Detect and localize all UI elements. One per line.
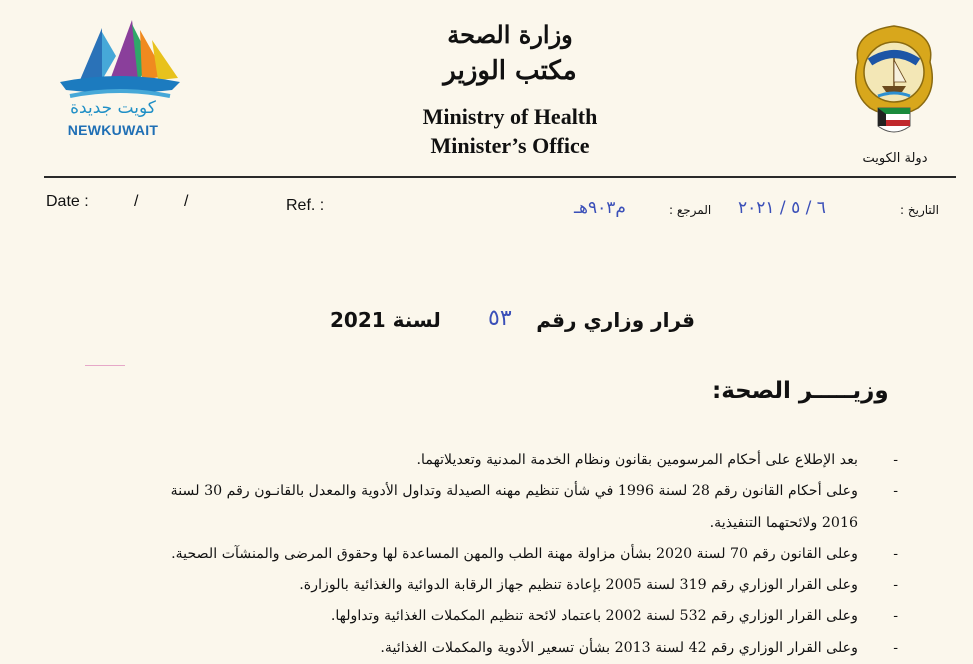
decision-title xyxy=(330,308,695,342)
kuwait-emblem-icon xyxy=(848,22,940,152)
decorative-mark xyxy=(85,365,125,366)
arabic-date-label: التاريخ : xyxy=(900,203,940,217)
clause-item: - بعد الإطلاع على أحكام المرسومين بقانون ونظام الخدمة المدنية وتعديلاتهما. xyxy=(416,452,898,468)
clause-text: بعد الإطلاع على أحكام المرسومين بقانون ونظام الخدمة المدنية وتعديلاتهما. xyxy=(416,452,858,468)
clause-list xyxy=(140,445,898,664)
clause-text: وعلى أحكام القانون رقم 28 لسنة 1996 في شأن تنظيم مهنه الصيدلة وتداول الأدوية والمعدل بالقانـون رقم 30 لسنة xyxy=(170,483,858,500)
clause-item: - وعلى القرار الوزاري رقم 319 لسنة 2005 بإعادة تنظيم جهاز الرقابة الدوائية والغذائية بالوزارة. xyxy=(299,577,898,594)
new-kuwait-arabic: كويت جديدة xyxy=(70,98,156,118)
clause-item: - وعلى أحكام القانون رقم 28 لسنة 1996 في شأن تنظيم مهنه الصيدلة وتداول الأدوية والمعدل بالقانـون رقم 30 لسنة 2016 ولائحتهما التنفيذية. xyxy=(140,476,880,539)
clause-text: وعلى القانون رقم 70 لسنة 2020 بشأن مزاولة مهنة الطب والمهن المساعدة لها وحقوق المرضى والمنشآت الصحية. xyxy=(171,545,858,562)
minister-heading: وزيـــــر الصحة: xyxy=(712,378,889,404)
clause-text-continued: 2016 ولائحتهما التنفيذية. xyxy=(709,514,858,531)
decision-title-part2: لسنة 2021 xyxy=(330,308,441,332)
clause-text: وعلى القرار الوزاري رقم 532 لسنة 2002 باعتماد لائحة تنظيم المكملات الغذائية وتداولها. xyxy=(330,608,858,625)
header-divider xyxy=(44,176,956,178)
arabic-ref-value: م٩٠٣هـ xyxy=(574,198,626,218)
date-separator: / xyxy=(184,193,189,210)
ministry-arabic-line2: مكتب الوزير xyxy=(443,56,577,86)
arabic-ref-label: المرجع : xyxy=(669,203,712,217)
ministry-english-line1: Ministry of Health xyxy=(422,104,598,129)
clause-text: وعلى القرار الوزاري رقم 42 لسنة 2013 بشأن تسعير الأدوية والمكملات الغذائية. xyxy=(380,639,858,656)
emblem-caption: دولة الكويت xyxy=(862,151,928,166)
clause-item: - وعلى القرار الوزاري رقم 42 لسنة 2013 بشأن تسعير الأدوية والمكملات الغذائية. xyxy=(380,639,898,656)
ministry-english-line2: Minister’s Office xyxy=(430,133,590,158)
ministry-arabic-line1: وزارة الصحة xyxy=(447,20,573,49)
clause-text: وعلى القرار الوزاري رقم 319 لسنة 2005 بإعادة تنظيم جهاز الرقابة الدوائية والغذائية بالوزارة. xyxy=(299,577,858,594)
new-kuwait-latin: NEWKUWAIT xyxy=(67,122,159,138)
decision-number: ٥٣ xyxy=(488,306,512,331)
clause-item: - وعلى القانون رقم 70 لسنة 2020 بشأن مزاولة مهنة الطب والمهن المساعدة لها وحقوق المرضى والمنشآت الصحية. xyxy=(171,545,898,562)
clause-item: - وعلى القرار الوزاري رقم 532 لسنة 2002 باعتماد لائحة تنظيم المكملات الغذائية وتداولها. xyxy=(330,608,898,625)
decision-title-part1: قرار وزاري رقم xyxy=(536,308,695,332)
date-separator: / xyxy=(134,193,139,210)
ref-label: Ref. : xyxy=(286,197,325,214)
date-label: Date : xyxy=(46,193,89,210)
arabic-date-value: ٦ / ٥ / ٢٠٢١ xyxy=(738,198,826,218)
